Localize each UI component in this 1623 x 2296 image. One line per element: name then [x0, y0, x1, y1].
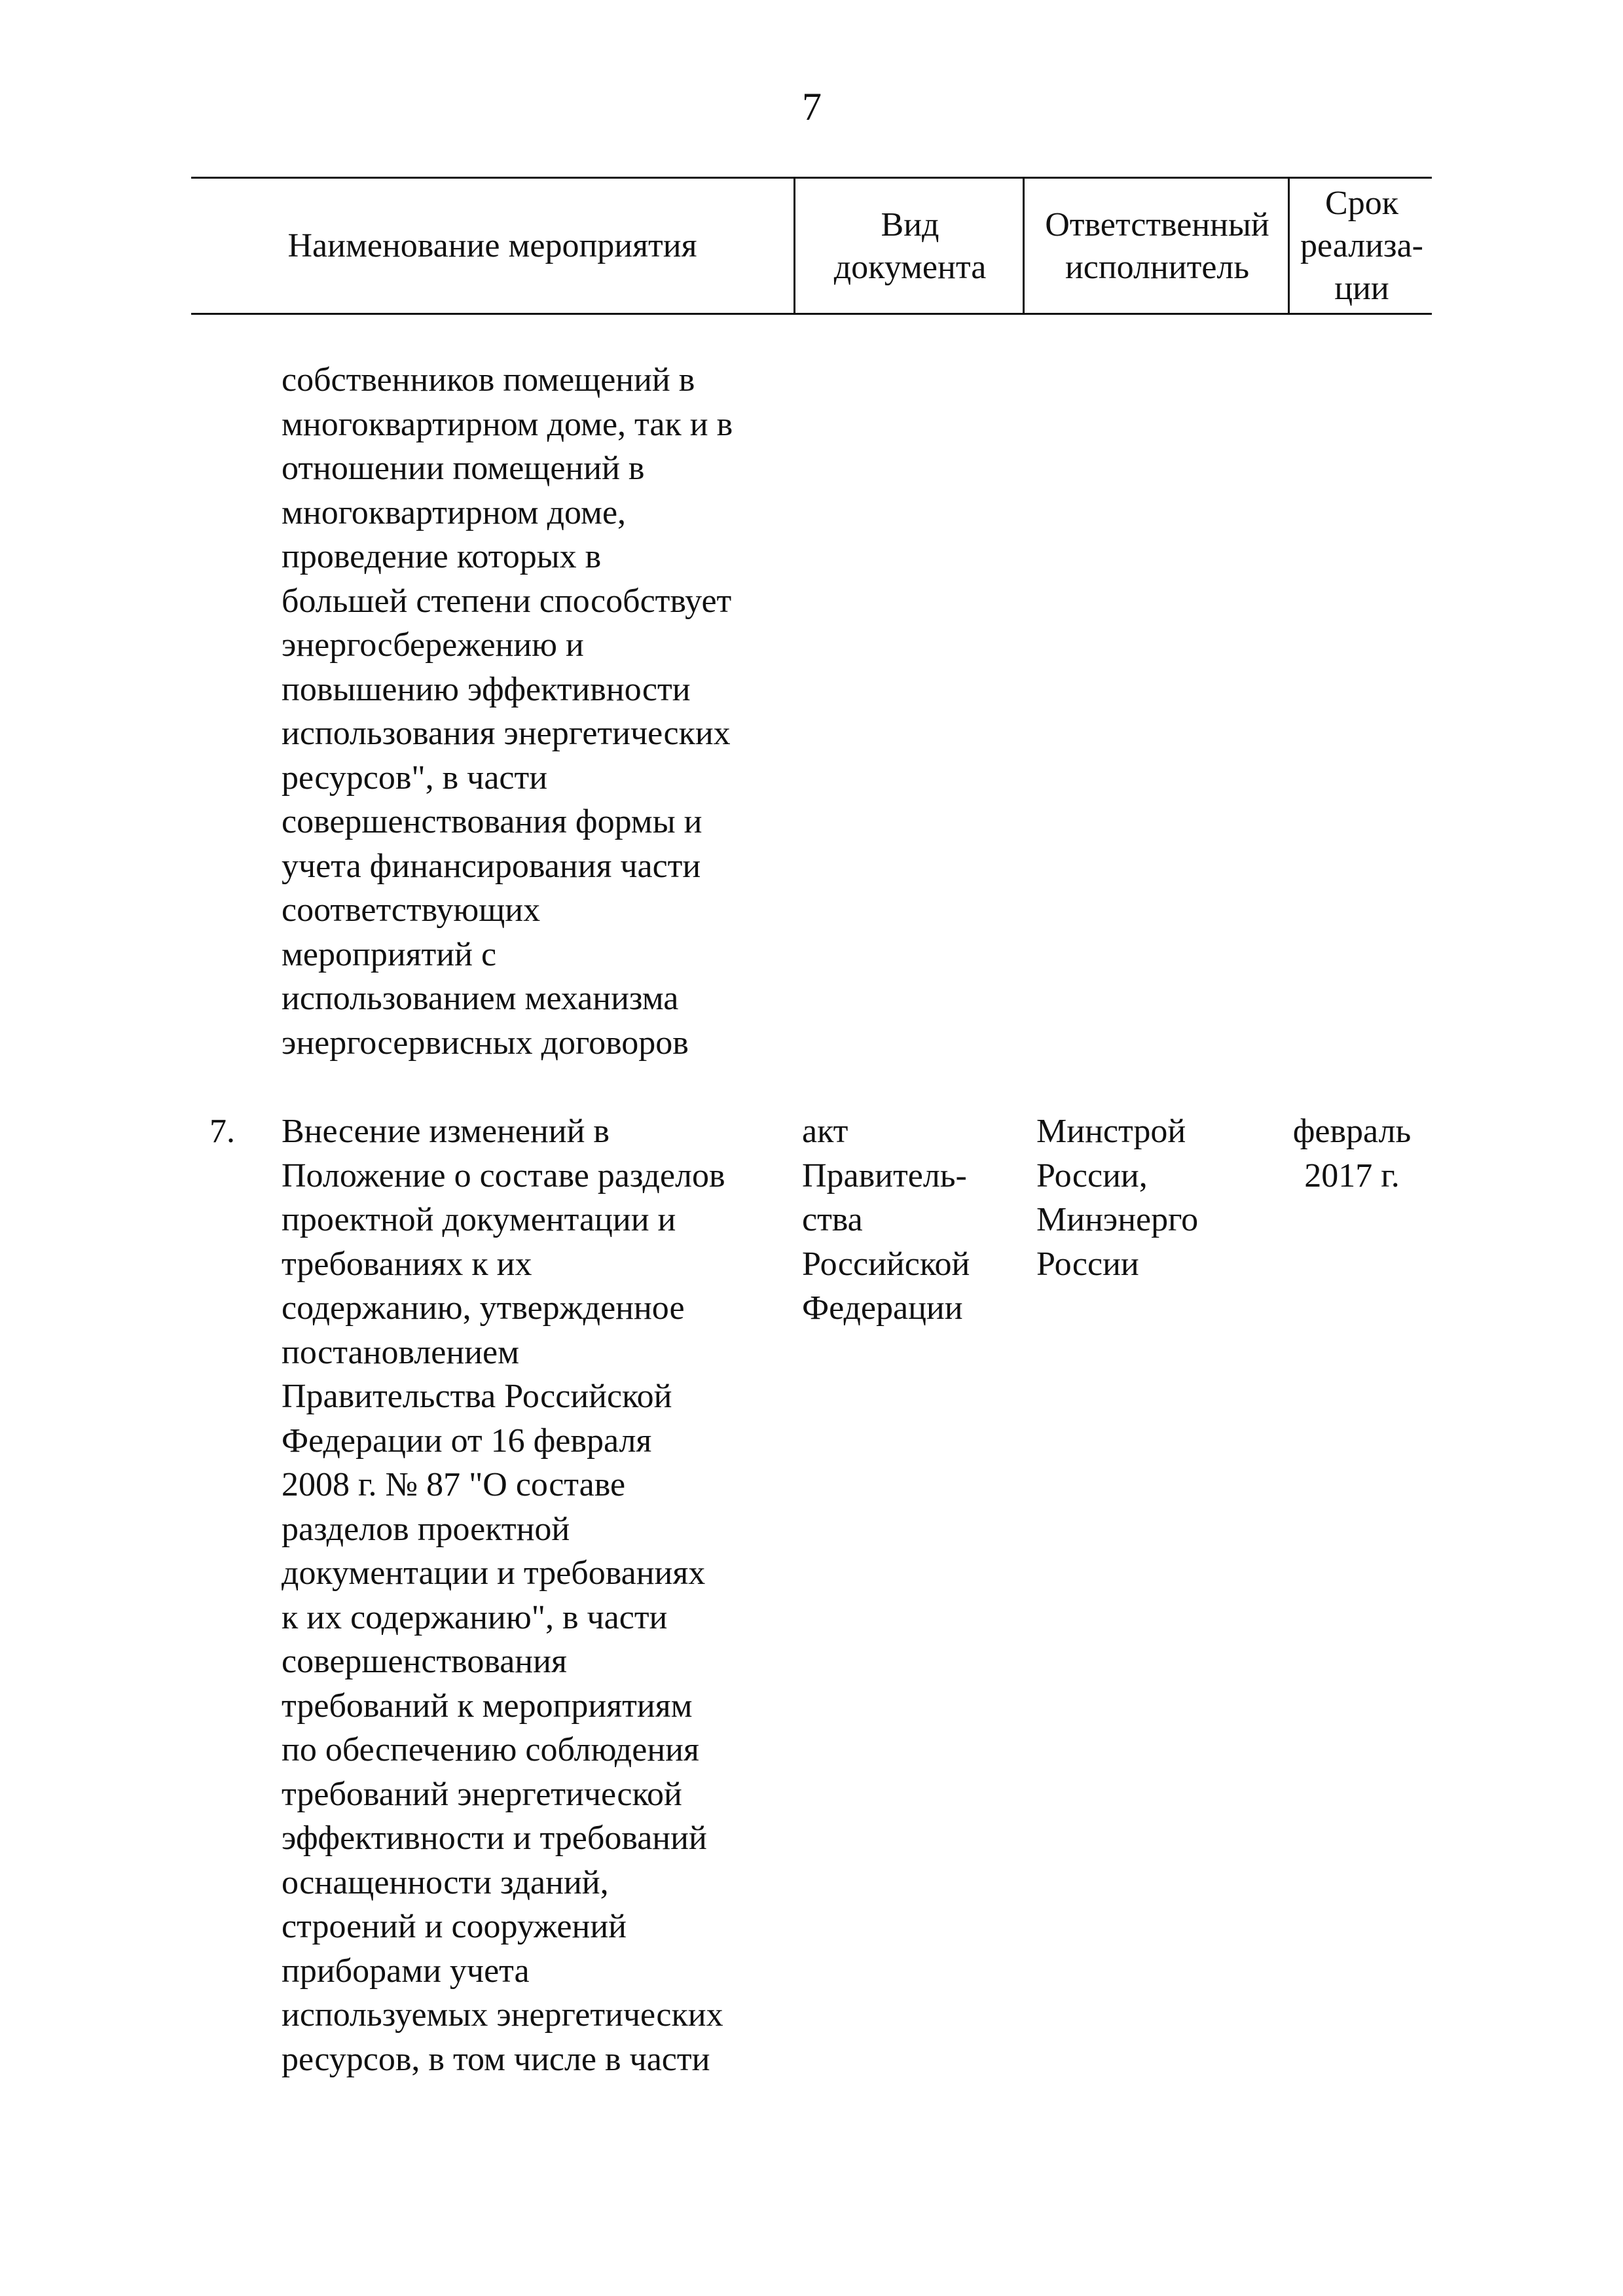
table-header: [191, 177, 1432, 315]
text-line: совершенствования: [282, 1643, 567, 1680]
text-line: Минстрой: [1036, 1113, 1186, 1150]
text-line: соответствующих: [282, 891, 541, 929]
text-line: эффективности и требований: [282, 1820, 707, 1857]
text-line: совершенствования формы и: [282, 803, 702, 840]
text-line: акт: [802, 1113, 848, 1150]
text-line: проектной документации и: [282, 1201, 676, 1238]
text-line: ресурсов", в части: [282, 759, 548, 797]
text-line: 2008 г. № 87 "О составе: [282, 1466, 626, 1503]
text-line: февраль: [1292, 1113, 1412, 1150]
text-line: Положение о составе разделов: [282, 1157, 725, 1194]
text-line: энергосбережению и: [282, 626, 584, 664]
item-executor-cell: [1036, 1109, 1198, 1286]
text-line: используемых энергетических: [282, 1996, 723, 2034]
text-line: строений и сооружений: [282, 1908, 627, 1945]
header-doc-type-line: документа: [833, 248, 987, 286]
text-line: требованиях к их: [282, 1245, 532, 1283]
header-name-cell: [191, 179, 793, 313]
text-line: требований к мероприятиям: [282, 1687, 693, 1725]
text-line: приборами учета: [282, 1952, 530, 1990]
header-doc-type-cell: [793, 179, 1025, 313]
text-line: Правитель-: [802, 1157, 967, 1194]
text-line: многоквартирном доме,: [282, 493, 627, 531]
text-line: энергосервисных договоров: [282, 1024, 689, 1062]
text-line: документации и требованиях: [282, 1554, 706, 1592]
text-line: к их содержанию", в части: [282, 1598, 668, 1636]
text-line: проведение которых в: [282, 538, 602, 575]
text-line: собственников помещений в: [282, 361, 695, 399]
item-name-cell: [282, 1109, 725, 2081]
text-line: Российской: [802, 1245, 970, 1283]
header-executor-line: исполнитель: [1065, 248, 1250, 286]
text-line: Федерации от 16 февраля: [282, 1422, 652, 1460]
text-line: Минэнерго: [1036, 1201, 1199, 1238]
header-term-line: ции: [1334, 270, 1389, 307]
text-line: Федерации: [802, 1289, 963, 1327]
text-line: России: [1036, 1245, 1139, 1283]
header-executor-line: Ответственный: [1045, 206, 1269, 243]
header-term-line: Срок: [1325, 185, 1398, 222]
text-line: требований энергетической: [282, 1775, 682, 1813]
item-doc-type-cell: [802, 1109, 970, 1331]
text-line: по обеспечению соблюдения: [282, 1731, 699, 1768]
text-line: разделов проектной: [282, 1510, 570, 1548]
text-line: учета финансирования части: [282, 847, 701, 885]
text-line: использованием механизма: [282, 980, 679, 1017]
text-line: содержанию, утвержденное: [282, 1289, 685, 1327]
page-number: 7: [802, 85, 822, 128]
text-line: оснащенности зданий,: [282, 1863, 609, 1901]
header-name-label: Наименование мероприятия: [287, 227, 697, 264]
header-executor-cell: [1023, 179, 1290, 313]
text-line: ства: [802, 1201, 863, 1238]
text-line: ресурсов, в том числе в части: [282, 2040, 710, 2078]
header-doc-type-line: Вид: [881, 206, 939, 243]
text-line: повышению эффективности: [282, 670, 691, 708]
text-line: Внесение изменений в: [282, 1113, 610, 1150]
text-line: постановлением: [282, 1333, 520, 1371]
text-line: большей степени способствует: [282, 582, 732, 620]
text-line: России,: [1036, 1157, 1148, 1194]
continuation-text: [282, 358, 733, 1065]
header-term-line: реализа-: [1300, 227, 1423, 264]
text-line: многоквартирном доме, так и в: [282, 405, 733, 443]
text-line: отношении помещений в: [282, 450, 645, 487]
text-line: мероприятий с: [282, 935, 497, 973]
item-term-cell: [1273, 1109, 1431, 1198]
header-term-cell: [1288, 179, 1434, 313]
text-line: использования энергетических: [282, 715, 731, 752]
item-number: 7.: [210, 1113, 235, 1150]
text-line: Правительства Российской: [282, 1378, 672, 1415]
text-line: 2017 г.: [1304, 1157, 1400, 1194]
